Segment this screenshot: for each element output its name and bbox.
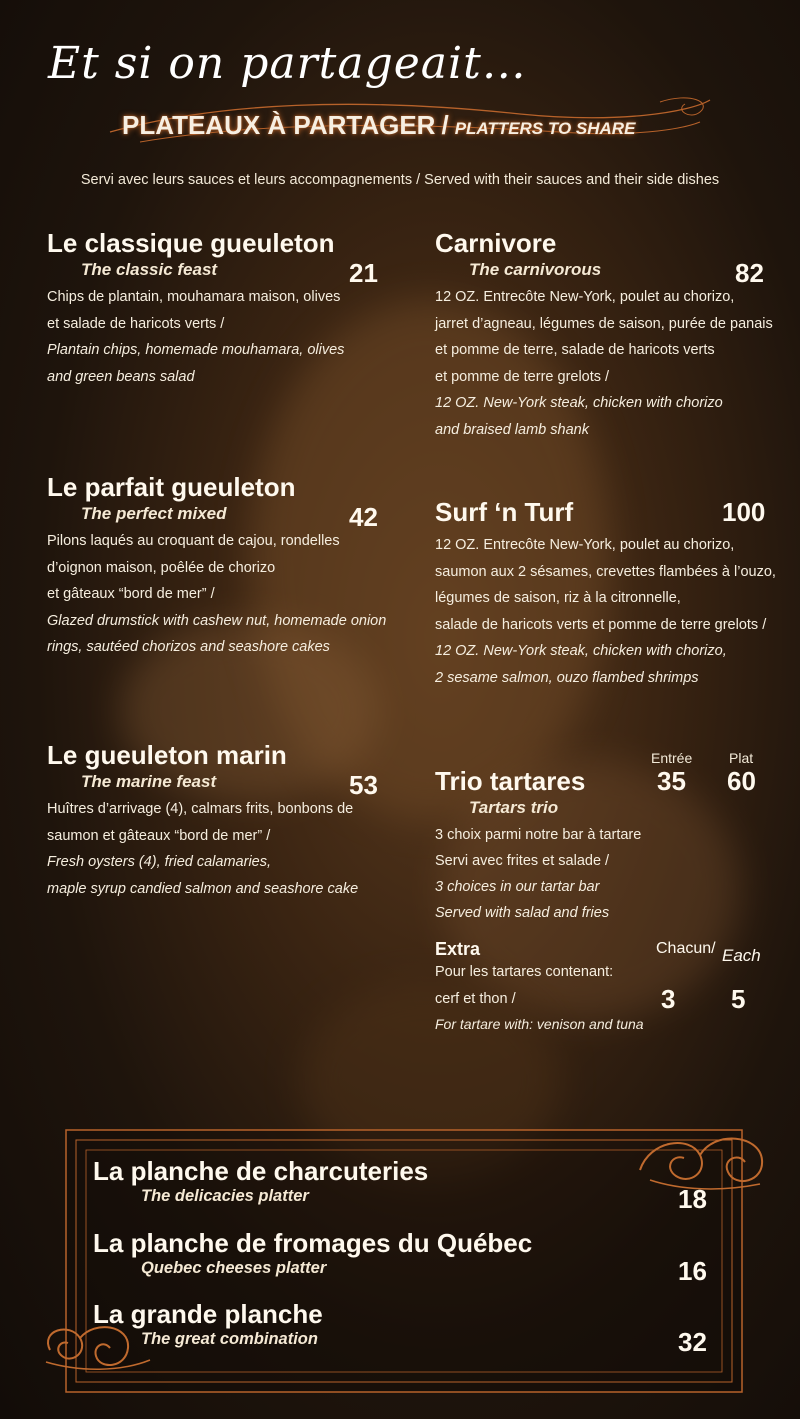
extra-title: Extra — [435, 939, 481, 959]
desc-line-fr: Servi avec frites et salade / — [435, 853, 610, 869]
extra-label-each: Each — [722, 946, 761, 965]
desc-line-fr: et salade de haricots verts / — [47, 315, 225, 332]
main-title-fr: PLATEAUX À PARTAGER — [122, 110, 436, 140]
menu-item-classique — [47, 228, 407, 390]
script-title: Et si on partageait… — [48, 38, 527, 89]
extra-desc-fr-1: Pour les tartares contenant: — [435, 964, 614, 980]
desc-line-en: Served with salad and fries — [435, 905, 610, 921]
planche-name-en: The delicacies platter — [141, 1187, 309, 1205]
planche-fromages — [93, 1228, 532, 1278]
planche-name-fr: La grande planche — [93, 1299, 323, 1329]
planche-grande — [93, 1299, 323, 1349]
item-name-fr: Surf ‘n Turf — [435, 497, 574, 527]
main-title — [122, 110, 635, 141]
desc-line-fr: et pomme de terre, salade de haricots verts — [435, 342, 715, 358]
desc-line-en: and green beans salad — [47, 368, 195, 385]
item-description — [435, 822, 785, 926]
menu-item-surf-turf — [435, 497, 785, 691]
extra-desc-en: For tartare with: venison and tuna — [435, 1016, 644, 1032]
price-entree: 35 — [657, 766, 686, 796]
desc-line-en: and braised lamb shank — [435, 421, 589, 438]
desc-line-fr: Pilons laqués au croquant de cajou, rondelles — [47, 533, 340, 549]
desc-line-fr: et gâteaux “bord de mer” / — [47, 586, 215, 602]
extra-desc-fr-2: cerf et thon / — [435, 991, 516, 1007]
menu-item-marin — [47, 740, 407, 902]
item-name-fr: Le classique gueuleton — [47, 228, 335, 258]
extra-price-1: 3 — [661, 984, 676, 1014]
planche-price: 18 — [678, 1184, 707, 1214]
item-description — [435, 532, 785, 691]
item-price: 42 — [349, 502, 378, 532]
desc-line-fr: salade de haricots verts et pomme de terre grelots / — [435, 616, 767, 633]
item-description — [435, 284, 785, 443]
label-entree: Entrée — [651, 750, 693, 766]
desc-line-fr: et pomme de terre grelots / — [435, 368, 610, 385]
planche-name-en: The great combination — [141, 1330, 318, 1348]
item-description — [47, 528, 407, 661]
item-price: 53 — [349, 770, 378, 800]
desc-line-en: Glazed drumstick with cashew nut, homemade onion — [47, 612, 387, 629]
desc-line-en: Plantain chips, homemade mouhamara, olives — [47, 342, 345, 358]
main-title-en: PLATTERS TO SHARE — [454, 119, 636, 138]
desc-line-en: 3 choices in our tartar bar — [435, 879, 600, 895]
desc-line-en: rings, sautéed chorizos and seashore cakes — [47, 639, 330, 655]
desc-line-en: maple syrup candied salmon and seashore cake — [47, 880, 359, 897]
menu-item-trio-tartares — [435, 766, 785, 926]
intro-text: Servi avec leurs sauces et leurs accompagnements / Served with their sauces and their side dishes — [80, 172, 720, 188]
menu-item-carnivore — [435, 228, 785, 443]
desc-line-fr: saumon et gâteaux “bord de mer” / — [47, 827, 271, 844]
menu-item-parfait — [47, 472, 407, 661]
desc-line-fr: Chips de plantain, mouhamara maison, olives — [47, 289, 341, 305]
item-price: 100 — [722, 497, 766, 527]
item-price: 21 — [349, 258, 378, 288]
desc-line-fr: 3 choix parmi notre bar à tartare — [435, 827, 642, 843]
planche-charcuteries — [93, 1156, 428, 1206]
desc-line-fr: 12 OZ. Entrecôte New-York, poulet au chorizo, — [435, 289, 735, 305]
desc-line-fr: légumes de saison, riz à la citronnelle, — [435, 590, 681, 606]
planche-name-fr: La planche de charcuteries — [93, 1156, 429, 1186]
desc-line-fr: 12 OZ. Entrecôte New-York, poulet au chorizo, — [435, 537, 735, 553]
item-price: 82 — [735, 258, 764, 288]
desc-line-en: 12 OZ. New-York steak, chicken with chorizo, — [435, 643, 727, 659]
planche-name-en: Quebec cheeses platter — [141, 1259, 327, 1277]
extra-price-2: 5 — [731, 984, 746, 1014]
item-name-en: Tartars trio — [469, 798, 559, 817]
item-description — [47, 796, 407, 902]
desc-line-en: 2 sesame salmon, ouzo flambed shrimps — [435, 669, 699, 686]
item-description — [47, 284, 407, 390]
item-name-fr: Le parfait gueuleton — [47, 472, 296, 502]
item-name-fr: Carnivore — [435, 228, 557, 258]
desc-line-fr: jarret d’agneau, légumes de saison, purée de panais — [435, 315, 773, 332]
price-plat: 60 — [727, 766, 756, 796]
item-name-en: The marine feast — [81, 772, 217, 791]
item-name-fr: Trio tartares — [435, 766, 586, 796]
desc-line-en: Fresh oysters (4), fried calamaries, — [47, 854, 272, 870]
item-name-en: The carnivorous — [469, 260, 602, 279]
planche-price: 16 — [678, 1256, 707, 1286]
desc-line-en: 12 OZ. New-York steak, chicken with chorizo — [435, 395, 723, 411]
item-name-en: The perfect mixed — [81, 504, 227, 523]
label-plat: Plat — [729, 750, 754, 766]
planche-price: 32 — [678, 1327, 707, 1357]
planche-name-fr: La planche de fromages du Québec — [93, 1228, 533, 1258]
desc-line-fr: Huîtres d’arrivage (4), calmars frits, bonbons de — [47, 801, 354, 817]
item-name-fr: Le gueuleton marin — [47, 740, 287, 770]
main-title-separator: / — [441, 110, 449, 140]
desc-line-fr: d’oignon maison, poêlée de chorizo — [47, 559, 276, 576]
item-name-en: The classic feast — [81, 260, 218, 279]
extra-label-chacun: Chacun/ — [656, 940, 716, 957]
desc-line-fr: saumon aux 2 sésames, crevettes flambées à l’ouzo, — [435, 563, 776, 580]
